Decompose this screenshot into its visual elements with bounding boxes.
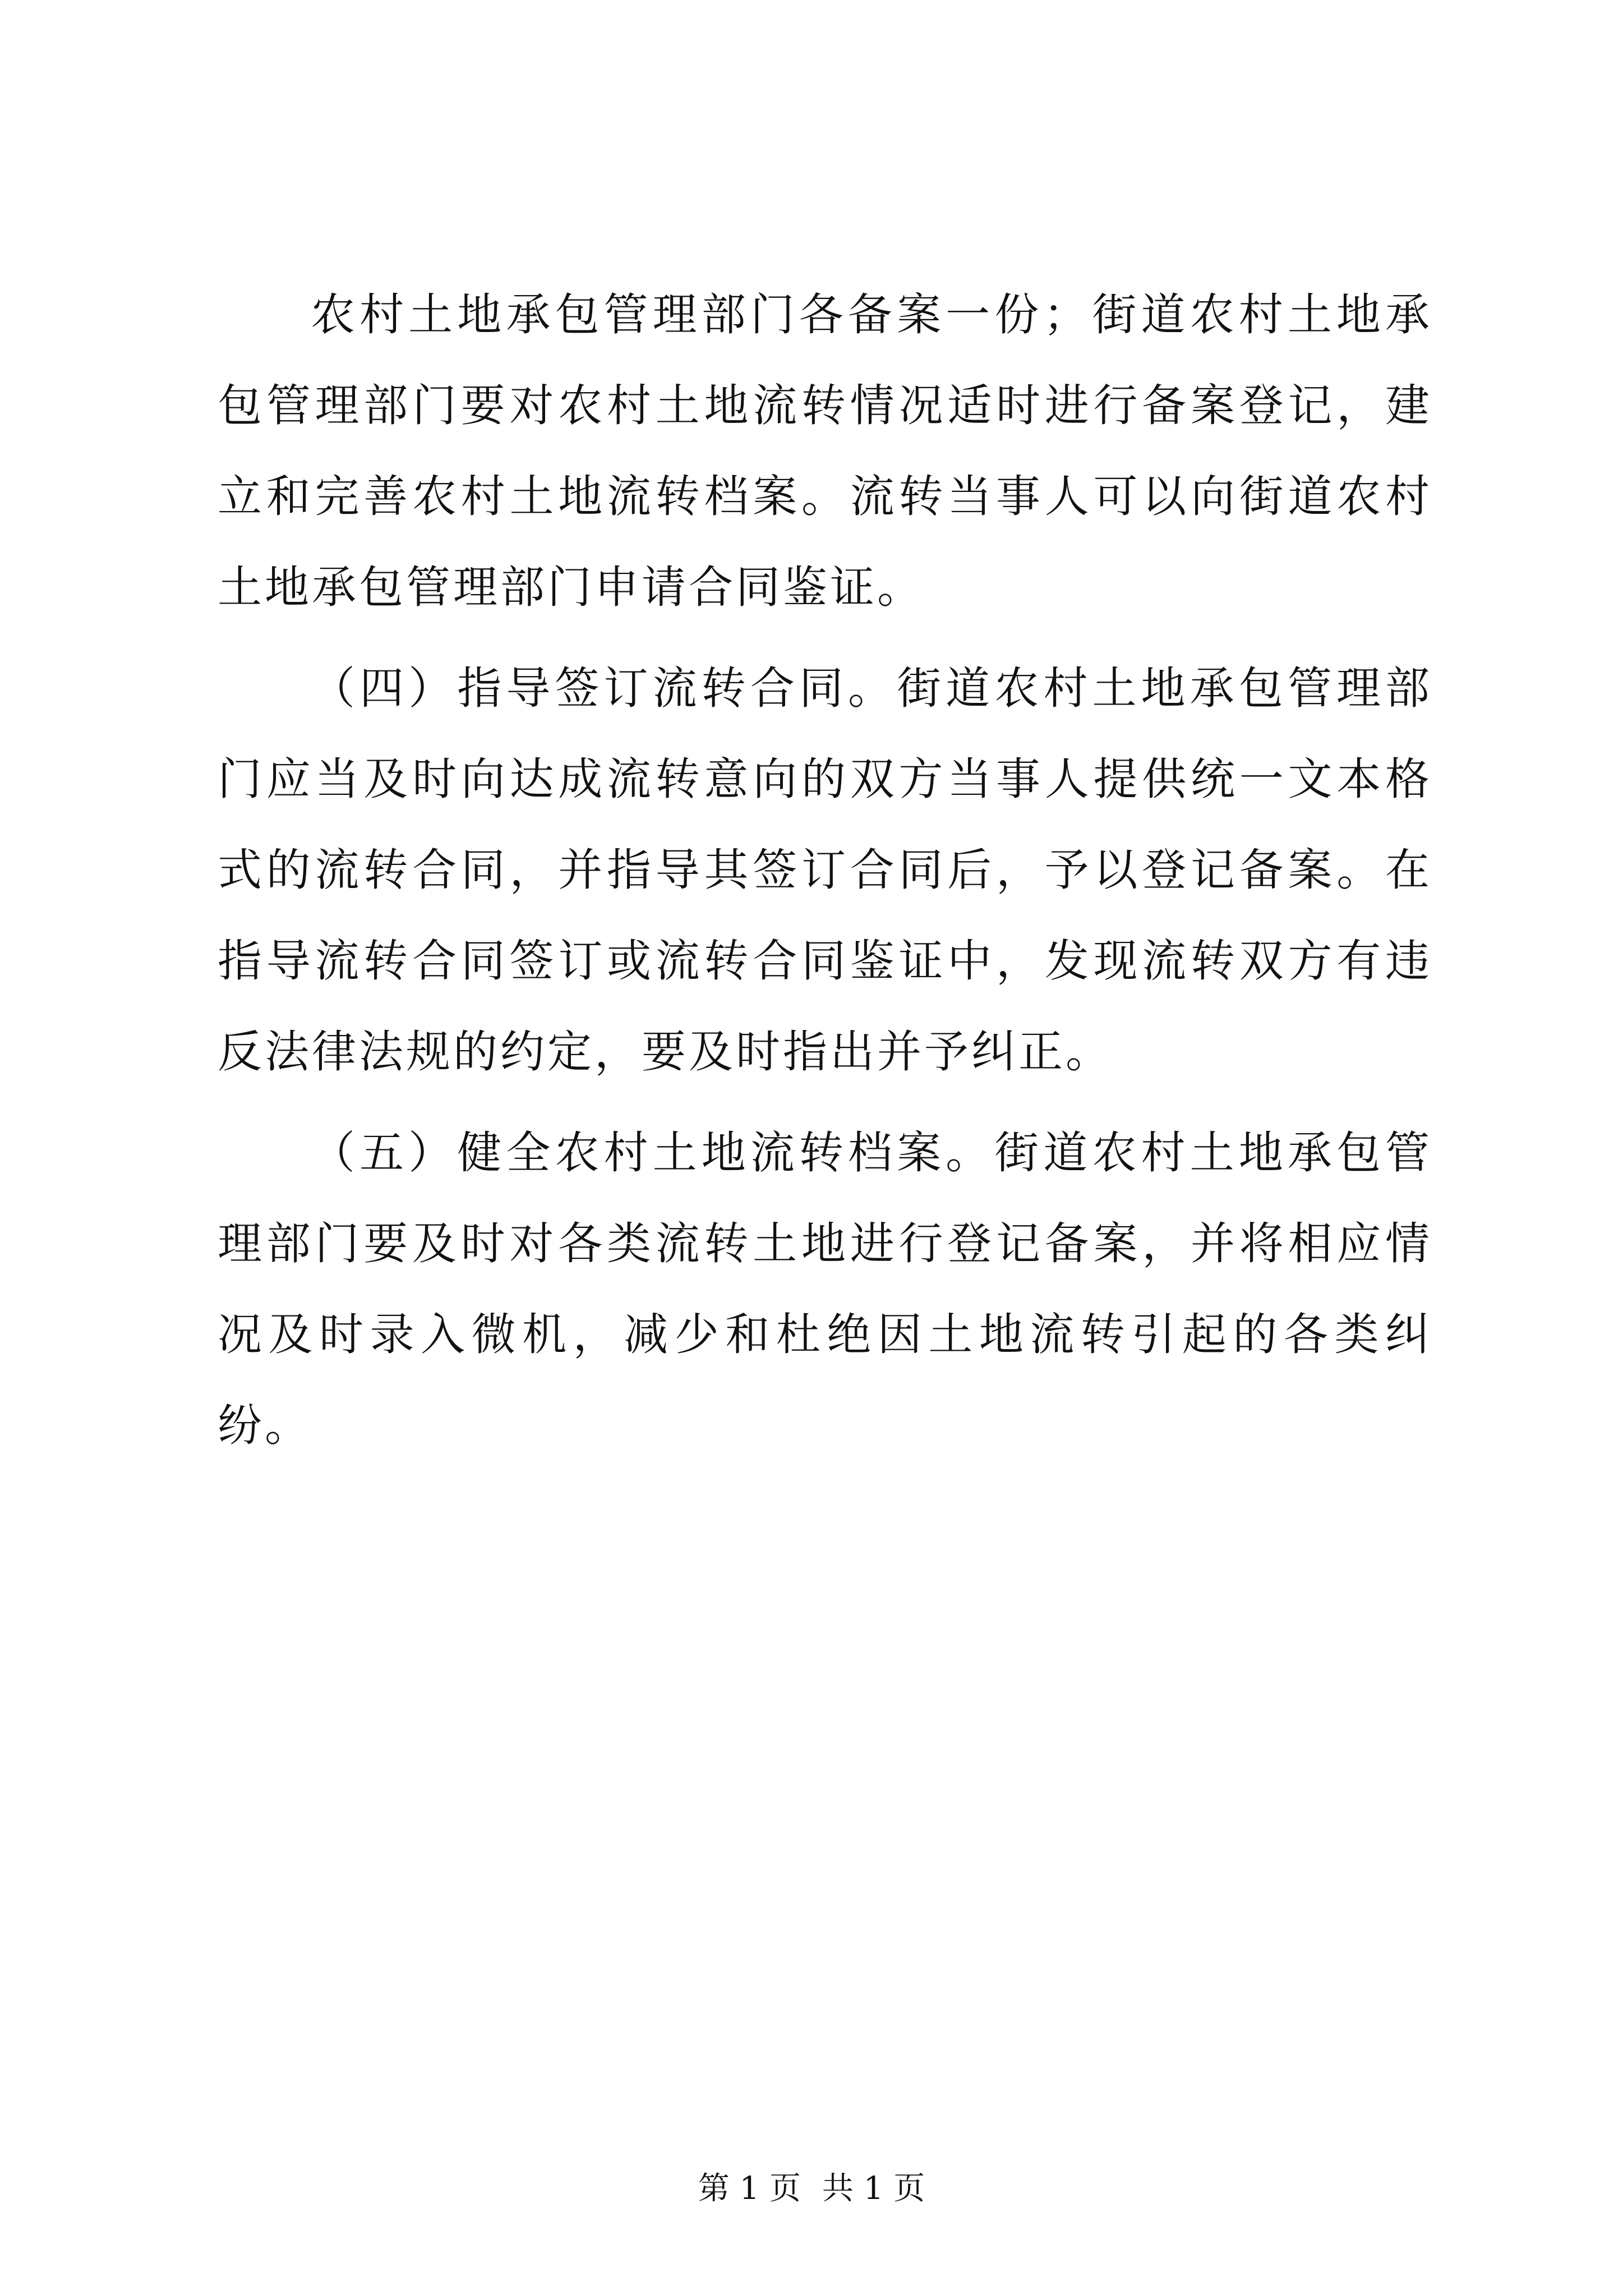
paragraph-archive-filing: 农村土地承包管理部门各备案一份；街道农村土地承包管理部门要对农村土地流转情况适时进行备案登记，建立和完善农村土地流转档案。流转当事人可以向街道农村土地承包管理部门申请合同鉴证。 — [218, 289, 1432, 613]
page-total: 共 1 页 — [822, 2170, 925, 2207]
document-body — [218, 269, 1432, 1481]
page-number: 第 1 页 — [698, 2170, 801, 2207]
paragraph-guide-contract-signing: （四）指导签订流转合同。街道农村土地承包管理部门应当及时向达成流转意向的双方当事人提供统一文本格式的流转合同，并指导其签订合同后，予以登记备案。在指导流转合同签订或流转合同鉴证中，发现流转双方有违反法律法规的约定，要及时指出并予纠正。 — [218, 662, 1432, 1078]
page-footer — [0, 2166, 1623, 2211]
paragraph-land-transfer-archive: （五）健全农村土地流转档案。街道农村土地承包管理部门要及时对各类流转土地进行登记备案，并将相应情况及时录入微机，减少和杜绝因土地流转引起的各类纠纷。 — [218, 1127, 1432, 1451]
